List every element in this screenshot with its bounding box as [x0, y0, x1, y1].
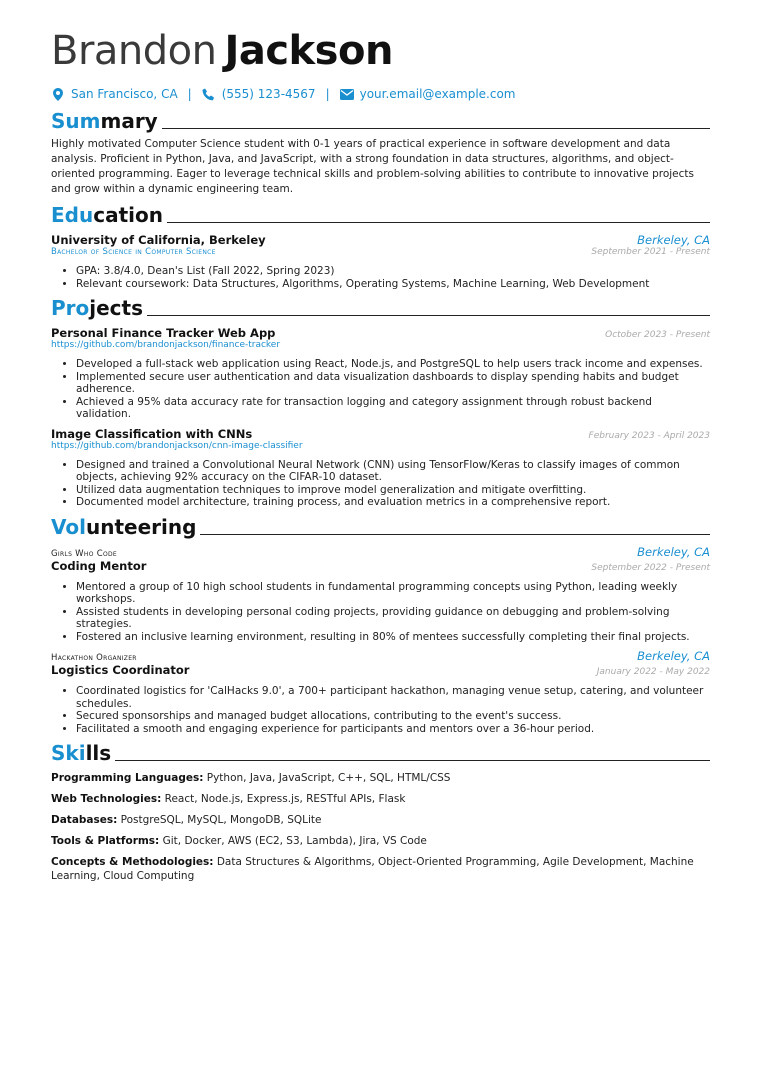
volunteer-role: Logistics Coordinator: [51, 663, 190, 677]
section-title: [51, 203, 163, 227]
skill-value: PostgreSQL, MySQL, MongoDB, SQLite: [120, 814, 322, 826]
last-name: Jackson: [224, 28, 393, 74]
separator: |: [187, 87, 192, 101]
project-link[interactable]: https://github.com/brandonjackson/finance-tracker: [51, 340, 281, 350]
section-title-accent: Vol: [51, 514, 86, 539]
section-rule: [200, 534, 710, 535]
education-bullets: [51, 265, 710, 290]
volunteering-section: [51, 515, 710, 736]
bullet-item: • Implemented secure user authentication and data visualization dashboards to display spending habits and budget adherence.: [76, 371, 710, 396]
project-entry: [51, 427, 710, 509]
location-text: San Francisco, CA: [71, 87, 178, 101]
bullet-item: • Documented model architecture, training process, and evaluation metrics in a comprehensive report.: [76, 496, 710, 509]
bullet-item: • Mentored a group of 10 high school students in fundamental programming concepts using Python, leading weekly workshops.: [76, 581, 710, 606]
section-title-rest: lls: [85, 741, 112, 765]
bullet-item: • Facilitated a smooth and engaging experience for participants and mentors over a 36-hour period.: [76, 723, 710, 736]
volunteer-bullets: [51, 581, 710, 644]
project-name: Image Classification with CNNs: [51, 426, 253, 441]
section-title-accent: Pro: [51, 296, 90, 320]
education-section: [51, 203, 710, 290]
skill-label: Databases:: [51, 814, 118, 826]
organization-name: Girls Who Code: [51, 548, 117, 559]
bullet-item: • Assisted students in developing personal coding projects, providing guidance on debugging and problem-solving strategies.: [76, 606, 710, 631]
section-title: [51, 515, 196, 539]
skill-value: React, Node.js, Express.js, RESTful APIs, Flask: [164, 793, 406, 805]
summary-text: Highly motivated Computer Science student with 0-1 years of practical experience in software development and data analysis. Proficient in Python, Java, and JavaScript, with a strong foundation in data structures, algorithms, and object-oriented programming. Eager to leverage technical skills and problem-solving abilities to contribute to innovative projects and grow within a dynamic engineering team.: [51, 138, 694, 195]
volunteer-entry: [51, 545, 710, 644]
project-name: Personal Finance Tracker Web App: [51, 326, 276, 340]
email-link[interactable]: your.email@example.com: [359, 87, 516, 101]
organization-name: Hackathon Organizer: [51, 653, 137, 663]
section-rule: [167, 222, 710, 223]
summary-section: [51, 109, 710, 197]
skills-section: [51, 741, 710, 883]
bullet-item: • Coordinated logistics for 'CalHacks 9.0', a 700+ participant hackathon, managing venue setup, catering, and volunteer schedules.: [76, 685, 710, 710]
section-title-rest: unteering: [85, 514, 197, 539]
degree: Bachelor of Science in Computer Science: [51, 247, 216, 257]
project-bullets: [51, 358, 710, 421]
education-entry: [51, 233, 710, 290]
skill-item: [51, 834, 710, 848]
volunteer-dates: September 2022 - Present: [591, 562, 710, 573]
volunteer-dates: January 2022 - May 2022: [596, 667, 710, 677]
bullet-item: • GPA: 3.8/4.0, Dean's List (Fall 2022, Spring 2023): [76, 265, 710, 278]
education-dates: September 2021 - Present: [591, 247, 710, 257]
project-bullets: [51, 459, 710, 509]
section-title-rest: mary: [100, 109, 158, 133]
envelope-icon: [340, 87, 354, 101]
section-title: [51, 109, 158, 133]
skill-item: [51, 855, 710, 883]
section-title: [51, 741, 111, 765]
volunteer-location: Berkeley, CA: [637, 649, 710, 663]
phone-link[interactable]: (555) 123-4567: [221, 87, 316, 101]
bullet-item: • Developed a full-stack web application using React, Node.js, and PostgreSQL to help users track income and expenses.: [76, 358, 710, 371]
skill-item: [51, 792, 710, 806]
project-entry: [51, 326, 710, 421]
section-title-accent: Sum: [51, 109, 101, 133]
contact-line: [51, 87, 710, 101]
skill-value: Git, Docker, AWS (EC2, S3, Lambda), Jira, VS Code: [162, 835, 427, 847]
section-title-accent: Edu: [51, 203, 94, 227]
section-rule: [162, 128, 710, 129]
volunteer-location: Berkeley, CA: [637, 544, 710, 559]
map-pin-icon: [51, 87, 65, 101]
section-rule: [115, 760, 710, 761]
first-name: Brandon: [51, 28, 217, 74]
school-location: Berkeley, CA: [637, 233, 710, 247]
separator: |: [325, 87, 330, 101]
phone-icon: [202, 87, 216, 101]
project-link[interactable]: https://github.com/brandonjackson/cnn-image-classifier: [51, 440, 303, 451]
bullet-item: • Fostered an inclusive learning environment, resulting in 80% of mentees successfully completing their final projects.: [76, 631, 710, 644]
project-dates: October 2023 - Present: [605, 330, 710, 340]
project-dates: February 2023 - April 2023: [588, 430, 710, 441]
skills-list: [51, 771, 710, 883]
section-title: [51, 296, 143, 320]
skill-label: Web Technologies:: [51, 793, 162, 805]
skill-value: Data Structures & Algorithms, Object-Oriented Programming, Agile Development, Machine Learning, Cloud Computing: [51, 856, 694, 882]
school-name: University of California, Berkeley: [51, 233, 266, 247]
section-title-rest: cation: [93, 203, 163, 227]
skill-label: Programming Languages:: [51, 772, 204, 784]
skill-item: [51, 771, 710, 785]
skill-label: Concepts & Methodologies:: [51, 856, 214, 868]
volunteer-role: Coding Mentor: [51, 558, 147, 573]
section-rule: [147, 315, 710, 316]
bullet-item: • Achieved a 95% data accuracy rate for transaction logging and category assignment through robust backend validation.: [76, 396, 710, 421]
bullet-item: • Utilized data augmentation techniques to improve model generalization and mitigate overfitting.: [76, 484, 710, 497]
bullet-item: • Relevant coursework: Data Structures, Algorithms, Operating Systems, Machine Learning, Web Development: [76, 278, 710, 291]
skill-item: [51, 813, 710, 827]
volunteer-entry: [51, 649, 710, 735]
skill-label: Tools & Platforms:: [51, 835, 160, 847]
candidate-name: [51, 28, 710, 74]
section-title-accent: Ski: [51, 741, 86, 765]
section-title-rest: jects: [89, 296, 144, 320]
skill-value: Python, Java, JavaScript, C++, SQL, HTML/CSS: [206, 772, 451, 784]
projects-section: [51, 296, 710, 509]
volunteer-bullets: [51, 685, 710, 735]
bullet-item: • Designed and trained a Convolutional Neural Network (CNN) using TensorFlow/Keras to classify images of common objects, achieving 92% accuracy on the CIFAR-10 dataset.: [76, 459, 710, 484]
bullet-item: • Secured sponsorships and managed budget allocations, contributing to the event's success.: [76, 710, 710, 723]
